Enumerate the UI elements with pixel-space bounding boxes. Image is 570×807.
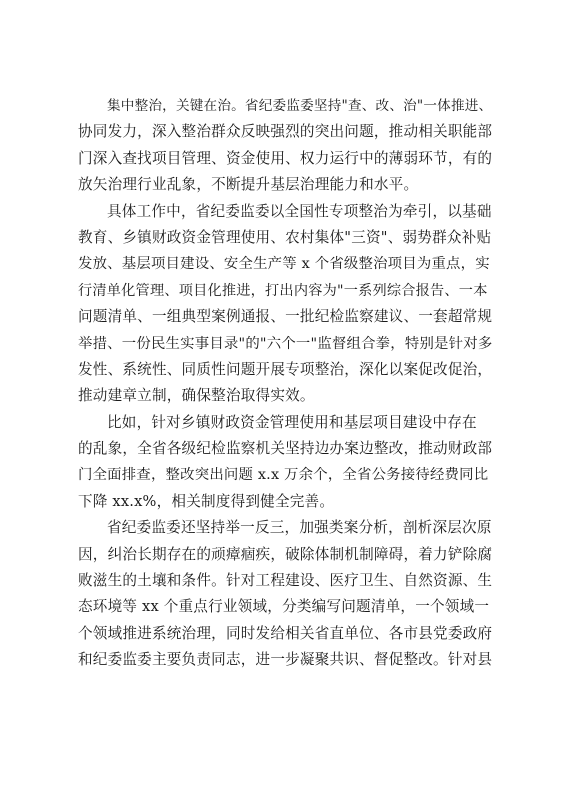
paragraph-line: 行清单化管理、项目化推进，打出内容为"一系列综合报告、一本 [78, 282, 488, 299]
paragraph-2 [78, 199, 492, 410]
paragraph-line: 推动建章立制，确保整治取得实效。 [78, 387, 315, 405]
paragraph-line: 发放、基层项目建设、安全生产等 x 个省级整治项目为重点，实 [78, 256, 490, 273]
paragraph-line: 的乱象，全省各级纪检监察机关坚持边办案边整改，推动财政部 [78, 440, 493, 458]
paragraph-line: 门深入查找项目管理、资金使用、权力运行中的薄弱环节，有的 [78, 149, 493, 167]
paragraph-4 [78, 515, 492, 673]
paragraph-line: 省纪委监委还坚持举一反三，加强类案分析，剖析深层次原 [107, 519, 492, 537]
paragraph-line: 教育、乡镇财政资金管理使用、农村集体"三资"、弱势群众补贴 [78, 228, 492, 246]
document-body [78, 93, 492, 674]
paragraph-line: 个领域推进系统治理，同时发给相关省直单位、各市县党委政府 [78, 624, 493, 642]
paragraph-line: 因，纠治长期存在的顽瘴痼疾，破除体制机制障碍，着力铲除腐 [78, 545, 493, 563]
paragraph-line: 集中整治，关键在治。省纪委监委坚持"查、改、治"一体推进、 [107, 98, 493, 114]
paragraph-line: 协同发力，深入整治群众反映强烈的突出问题，推动相关职能部 [78, 123, 493, 141]
paragraph-line: 比如，针对乡镇财政资金管理使用和基层项目建设中存在 [107, 413, 477, 431]
paragraph-line: 放矢治理行业乱象，不断提升基层治理能力和水平。 [78, 176, 419, 194]
paragraph-line: 发性、系统性、同质性问题开展专项整治，深化以案促改促治， [78, 360, 493, 378]
paragraph-1 [78, 93, 492, 199]
paragraph-3 [78, 410, 492, 516]
paragraph-line: 具体工作中，省纪委监委以全国性专项整治为牵引，以基础 [107, 202, 492, 220]
paragraph-line: 败滋生的土壤和条件。针对工程建设、医疗卫生、自然资源、生 [78, 572, 493, 590]
paragraph-line: 和纪委监委主要负责同志，进一步凝聚共识、督促整改。针对县 [78, 651, 493, 669]
paragraph-line: 态环境等 xx 个重点行业领域，分类编写问题清单，一个领域一 [78, 598, 490, 616]
paragraph-line: 举措、一份民生实事目录"的"六个一"监督组合拳，特别是针对多 [78, 335, 493, 352]
paragraph-line: 问题清单、一组典型案例通报、一批纪检监察建议、一套超常规 [78, 308, 493, 326]
paragraph-line: 下降 xx.x%，相关制度得到健全完善。 [78, 492, 335, 510]
paragraph-line: 门全面排查，整改突出问题 x.x 万余个，全省公务接待经费同比 [78, 467, 489, 484]
